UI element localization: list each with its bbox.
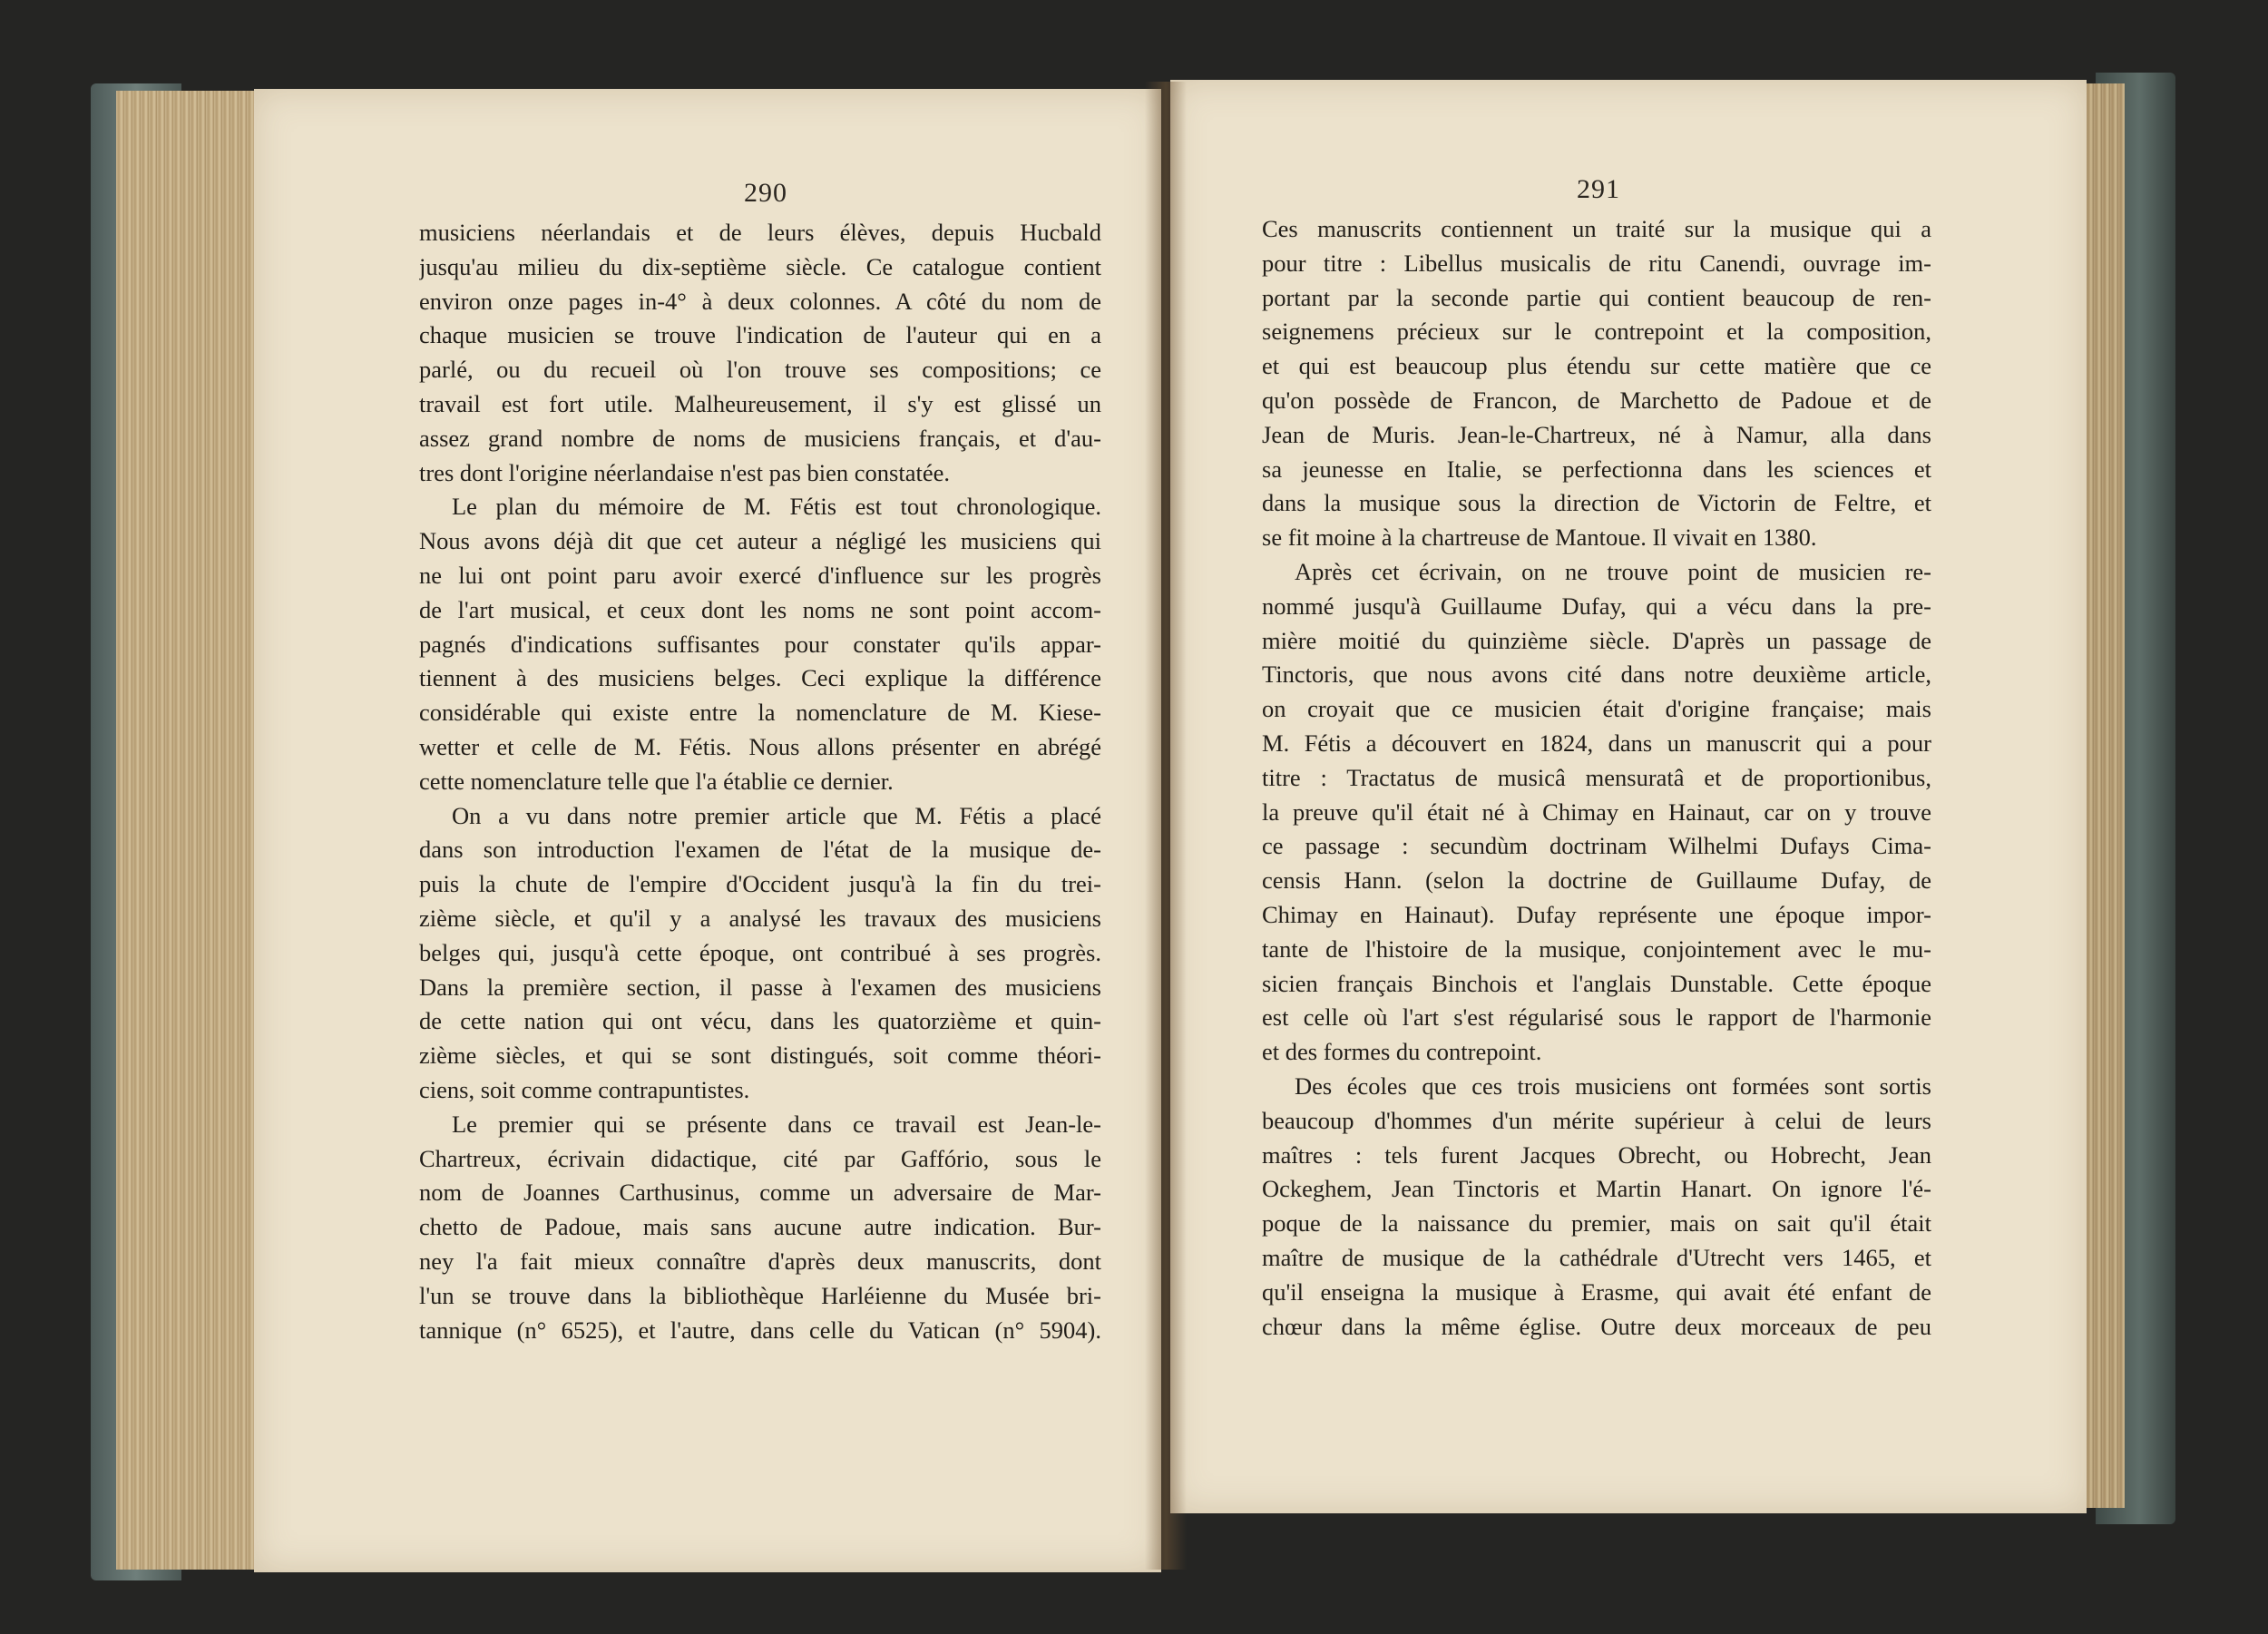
text-line: Chimay en Hainaut). Dufay représente une époque impor- xyxy=(1262,900,1931,928)
text-line: Le premier qui se présente dans ce travail est Jean-le- xyxy=(452,1110,1101,1138)
text-line: chetto de Padoue, mais sans aucune autre indication. Bur- xyxy=(419,1213,1101,1241)
text-line: musiciens néerlandais et de leurs élèves, depuis Hucbald xyxy=(419,219,1101,246)
text-line: Ockeghem, Jean Tinctoris et Martin Hanart. On ignore l'é- xyxy=(1262,1175,1931,1203)
text-line: qu'il enseigna la musique à Erasme, qui avait été enfant de xyxy=(1262,1277,1931,1306)
text-line: zième siècle, et qu'il y a analysé les travaux des musiciens xyxy=(419,904,1101,932)
text-line: poque de la naissance du premier, mais on sait qu'il était xyxy=(1262,1209,1931,1238)
text-line: travail est fort utile. Malheureusement, il s'y est glissé un xyxy=(419,389,1101,417)
text-line: se fit moine à la chartreuse de Mantoue. Il vivait en 1380. xyxy=(1262,523,1817,552)
right-page-number: 291 xyxy=(1577,174,1620,204)
text-line: seignemens précieux sur le contrepoint et la composition, xyxy=(1262,318,1931,346)
text-line: environ onze pages in-4° à deux colonnes. A côté du nom de xyxy=(419,287,1101,315)
text-line: ciens, soit comme contrapuntistes. xyxy=(419,1075,750,1103)
text-line: censis Hann. (selon la doctrine de Guillaume Dufay, de xyxy=(1262,866,1931,895)
text-line: M. Fétis a découvert en 1824, dans un manuscrit qui a pour xyxy=(1262,729,1931,757)
text-line: ce passage : secundùm doctrinam Wilhelmi Dufays Cima- xyxy=(1262,832,1931,860)
text-line: ney l'a fait mieux connaître d'après deux manuscrits, dont xyxy=(419,1247,1101,1275)
text-line: Après cet écrivain, on ne trouve point de musicien re- xyxy=(1295,557,1931,585)
text-line: chaque musicien se trouve l'indication de l'auteur qui en a xyxy=(419,321,1101,349)
text-line: dans son introduction l'examen de l'état de la musique de- xyxy=(419,836,1101,864)
text-line: on croyait que ce musicien était d'origine française; mais xyxy=(1262,695,1931,723)
text-line: de l'art musical, et ceux dont les noms ne sont point accom- xyxy=(419,595,1101,623)
text-line: nommé jusqu'à Guillaume Dufay, qui a vécu dans la pre- xyxy=(1262,592,1931,620)
text-line: tiennent à des musiciens belges. Ceci explique la différence xyxy=(419,664,1101,692)
text-line: portant par la seconde partie qui contient beaucoup de ren- xyxy=(1262,283,1931,311)
text-line: Ces manuscrits contiennent un traité sur la musique qui a xyxy=(1262,215,1931,242)
text-line: Nous avons déjà dit que cet auteur a négligé les musiciens qui xyxy=(419,527,1101,555)
text-line: cette nomenclature telle que l'a établie ce dernier. xyxy=(419,767,894,795)
text-line: jusqu'au milieu du dix-septième siècle. Ce catalogue contient xyxy=(419,252,1101,280)
text-line: pour titre : Libellus musicalis de ritu Canendi, ouvrage im- xyxy=(1262,249,1931,277)
text-line: parlé, ou du recueil où l'on trouve ses compositions; ce xyxy=(419,356,1101,384)
text-line: de cette nation qui ont vécu, dans les quatorzième et quin- xyxy=(419,1007,1101,1035)
text-line: maître de musique de la cathédrale d'Utrecht vers 1465, et xyxy=(1262,1243,1931,1271)
text-line: tannique (n° 6525), et l'autre, dans celle du Vatican (n° 5904). xyxy=(419,1316,1101,1344)
text-line: mière moitié du quinzième siècle. D'après un passage de xyxy=(1262,626,1931,654)
text-line: wetter et celle de M. Fétis. Nous allons présenter en abrégé xyxy=(419,732,1101,760)
text-line: et qui est beaucoup plus étendu sur cette matière que ce xyxy=(1262,352,1931,380)
text-line: On a vu dans notre premier article que M. Fétis a placé xyxy=(452,801,1101,829)
text-line: beaucoup d'hommes d'un mérite supérieur à celui de leurs xyxy=(1262,1106,1931,1134)
text-line: puis la chute de l'empire d'Occident jusqu'à la fin du trei- xyxy=(419,870,1101,898)
text-line: Jean de Muris. Jean-le-Chartreux, né à Namur, alla dans xyxy=(1262,420,1931,448)
text-line: pagnés d'indications suffisantes pour constater qu'ils appar- xyxy=(419,630,1101,658)
book-gutter xyxy=(1145,82,1187,1570)
text-line: dans la musique sous la direction de Victorin de Feltre, et xyxy=(1262,489,1931,517)
text-line: ne lui ont point paru avoir exercé d'influence sur les progrès xyxy=(419,561,1101,589)
text-line: l'un se trouve dans la bibliothèque Harléienne du Musée bri- xyxy=(419,1281,1101,1309)
left-page-number: 290 xyxy=(744,178,787,208)
text-line: la preuve qu'il était né à Chimay en Hainaut, car on y trouve xyxy=(1262,797,1931,826)
page-edges-left xyxy=(116,91,261,1570)
text-line: sa jeunesse en Italie, se perfectionna dans les sciences et xyxy=(1262,455,1931,483)
left-page-text xyxy=(419,216,1101,1347)
text-line: et des formes du contrepoint. xyxy=(1262,1038,1542,1066)
text-line: sicien français Binchois et l'anglais Dunstable. Cette époque xyxy=(1262,969,1931,997)
text-line: assez grand nombre de noms de musiciens français, et d'au- xyxy=(419,424,1101,452)
right-page-text xyxy=(1262,212,1931,1344)
text-line: belges qui, jusqu'à cette époque, ont contribué à ses progrès. xyxy=(419,938,1101,966)
text-line: est celle où l'art s'est régularisé sous le rapport de l'harmonie xyxy=(1262,1003,1931,1032)
text-line: Chartreux, écrivain didactique, cité par Gaffório, sous le xyxy=(419,1144,1101,1172)
text-line: Dans la première section, il passe à l'examen des musiciens xyxy=(419,973,1101,1001)
text-line: considérable qui existe entre la nomenclature de M. Kiese- xyxy=(419,699,1101,727)
text-line: tante de l'histoire de la musique, conjointement avec le mu- xyxy=(1262,934,1931,963)
text-line: nom de Joannes Carthusinus, comme un adversaire de Mar- xyxy=(419,1179,1101,1207)
text-line: Des écoles que ces trois musiciens ont formées sont sortis xyxy=(1295,1071,1931,1100)
text-line: zième siècles, et qui se sont distingués, soit comme théori- xyxy=(419,1042,1101,1070)
text-line: maîtres : tels furent Jacques Obrecht, ou Hobrecht, Jean xyxy=(1262,1140,1931,1169)
text-line: Le plan du mémoire de M. Fétis est tout chronologique. xyxy=(452,493,1101,521)
text-line: tres dont l'origine néerlandaise n'est pas bien constatée. xyxy=(419,458,950,486)
text-line: chœur dans la même église. Outre deux morceaux de peu xyxy=(1262,1312,1931,1340)
text-line: titre : Tractatus de musicâ mensuratâ et de proportionibus, xyxy=(1262,763,1931,791)
text-line: qu'on possède de Francon, de Marchetto de Padoue et de xyxy=(1262,386,1931,414)
text-line: Tinctoris, que nous avons cité dans notre deuxième article, xyxy=(1262,660,1931,689)
